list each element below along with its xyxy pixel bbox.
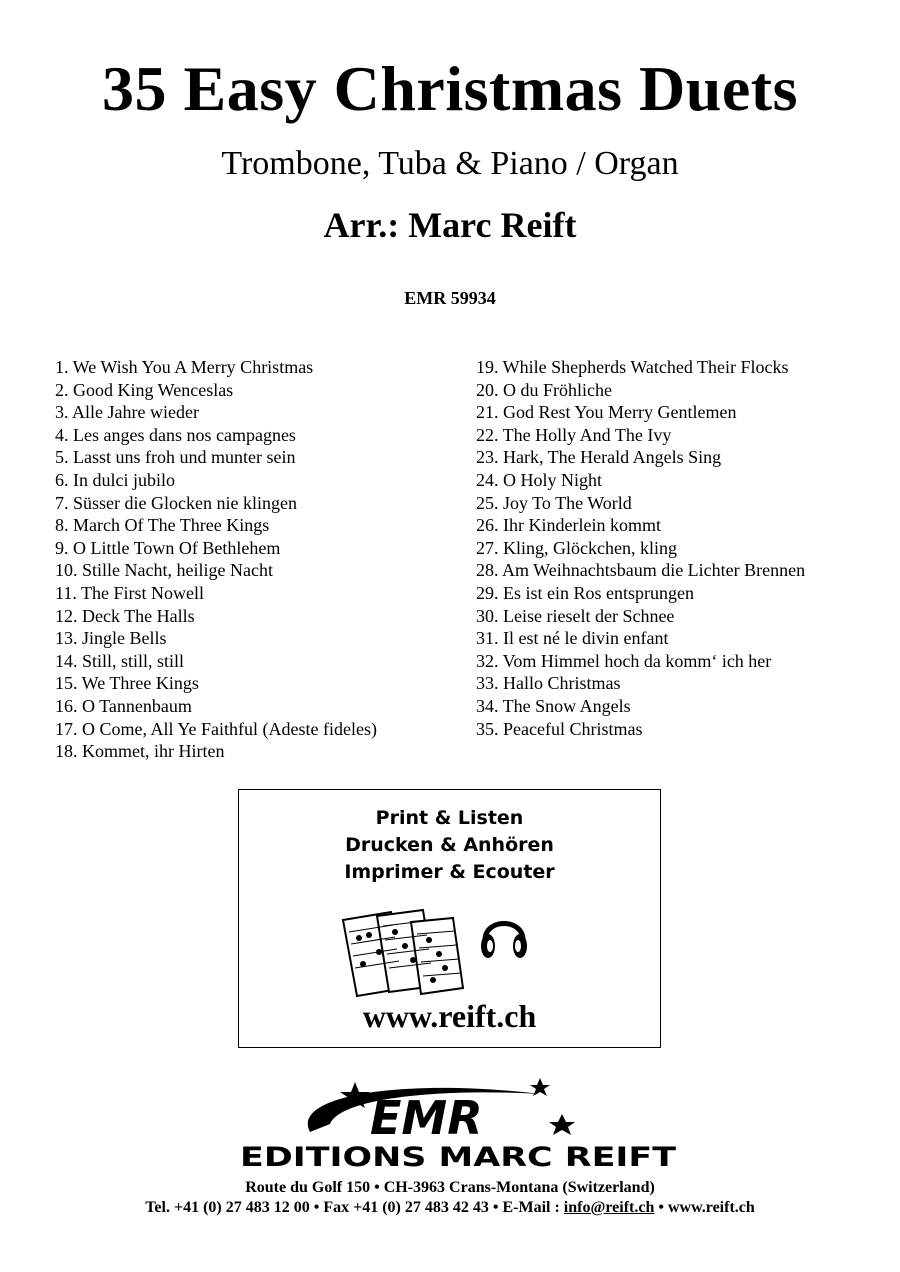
sheet-music-icon	[339, 908, 467, 1000]
track-item: 34. The Snow Angels	[476, 695, 631, 716]
track-item: 4. Les anges dans nos campagnes	[55, 424, 296, 445]
emr-logo	[240, 1074, 680, 1174]
track-list-left	[55, 356, 377, 763]
track-item: 28. Am Weihnachtsbaum die Lichter Brennen	[476, 560, 806, 581]
track-item: 8. March Of The Three Kings	[55, 515, 270, 536]
track-item: 17. O Come, All Ye Faithful (Adeste fideles)	[55, 718, 377, 739]
track-item: 19. While Shepherds Watched Their Flocks	[476, 357, 789, 377]
contact-phone-fax: Tel. +41 (0) 27 483 12 00 • Fax +41 (0) 27 483 42 43 • E-Mail :	[145, 1199, 564, 1216]
track-item: 23. Hark, The Herald Angels Sing	[476, 447, 722, 468]
track-item: 15. We Three Kings	[55, 673, 199, 694]
track-item: 10. Stille Nacht, heilige Nacht	[55, 560, 273, 581]
track-item: 20. O du Fröhliche	[476, 379, 612, 400]
track-item: 22. The Holly And The Ivy	[476, 424, 672, 445]
email-link[interactable]: info@reift.ch	[563, 1199, 655, 1216]
promo-line-english: Print & Listen	[375, 807, 524, 829]
track-item: 6. In dulci jubilo	[55, 469, 175, 490]
track-item: 35. Peaceful Christmas	[476, 718, 643, 739]
track-item: 5. Lasst uns froh und munter sein	[55, 447, 296, 468]
logo-emr-text: EMR	[370, 1091, 483, 1145]
promo-line-french: Imprimer & Ecouter	[344, 861, 555, 883]
catalog-number: EMR 59934	[404, 288, 496, 308]
track-item: 26. Ihr Kinderlein kommt	[476, 515, 661, 536]
contact-website: • www.reift.ch	[654, 1199, 755, 1216]
track-item: 25. Joy To The World	[476, 492, 632, 513]
track-item: 33. Hallo Christmas	[476, 673, 621, 694]
track-item: 18. Kommet, ihr Hirten	[55, 741, 225, 762]
track-item: 9. O Little Town Of Bethlehem	[55, 537, 281, 558]
print-listen-box	[238, 789, 661, 1048]
track-list-right	[476, 356, 805, 740]
publisher-contact	[0, 1199, 900, 1217]
publisher-address: Route du Golf 150 • CH-3963 Crans-Montana (Switzerland)	[245, 1179, 655, 1196]
headphones-icon	[479, 908, 529, 962]
track-item: 13. Jingle Bells	[55, 628, 167, 649]
track-item: 21. God Rest You Merry Gentlemen	[476, 402, 737, 423]
track-item: 16. O Tannenbaum	[55, 695, 192, 716]
track-item: 24. O Holy Night	[476, 469, 602, 490]
track-item: 11. The First Nowell	[55, 582, 204, 603]
track-item: 30. Leise rieselt der Schnee	[476, 605, 675, 626]
title: 35 Easy Christmas Duets	[102, 53, 798, 124]
track-item: 3. Alle Jahre wieder	[55, 402, 199, 423]
track-item: 31. Il est né le divin enfant	[476, 628, 669, 649]
subtitle: Trombone, Tuba & Piano / Organ	[221, 145, 679, 182]
track-item: 7. Süsser die Glocken nie klingen	[55, 492, 297, 513]
track-item: 2. Good King Wenceslas	[55, 379, 234, 400]
promo-line-german: Drucken & Anhören	[345, 834, 554, 856]
publisher-name: EDITIONS MARC REIFT	[240, 1142, 677, 1173]
promo-url[interactable]: www.reift.ch	[362, 998, 537, 1034]
track-item: 27. Kling, Glöckchen, kling	[476, 537, 677, 558]
track-item: 14. Still, still, still	[55, 650, 185, 671]
track-item: 32. Vom Himmel hoch da komm‘ ich her	[476, 650, 772, 671]
track-item: 29. Es ist ein Ros entsprungen	[476, 582, 694, 603]
track-item: 1. We Wish You A Merry Christmas	[55, 357, 314, 377]
arranger: Arr.: Marc Reift	[323, 205, 577, 245]
track-item: 12. Deck The Halls	[55, 605, 195, 626]
